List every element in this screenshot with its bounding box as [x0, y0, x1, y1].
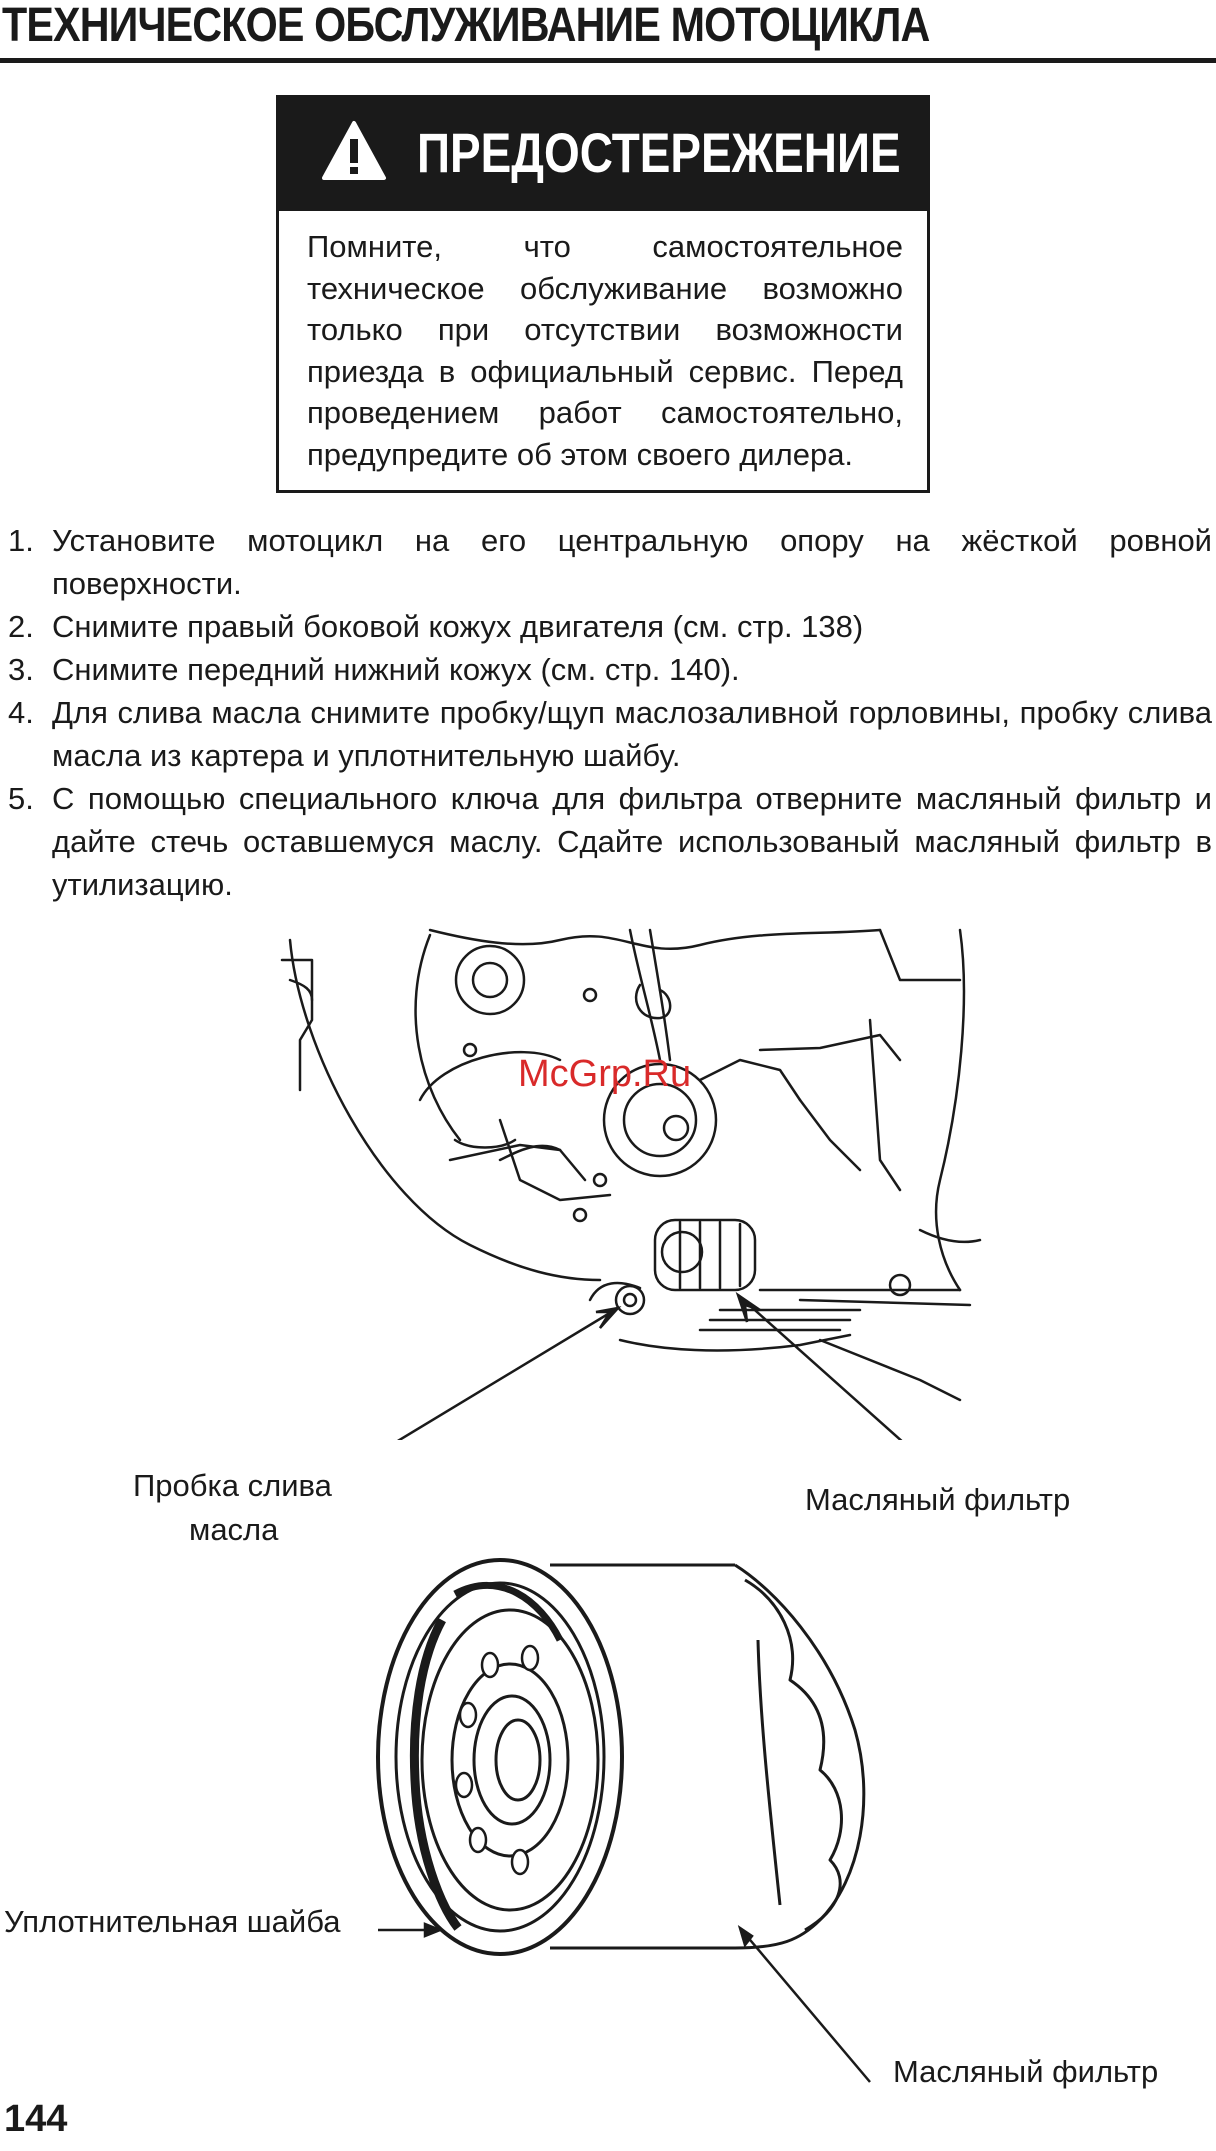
step-text: Снимите передний нижний кожух (см. стр. 140).	[52, 652, 740, 687]
step-number: 2.	[8, 609, 34, 644]
step-number: 5.	[8, 781, 34, 816]
step-number: 4.	[8, 695, 34, 730]
step-text: Для слива масла снимите пробку/щуп маслозаливной горловины, пробку слива масла из картера и уплотнительную шайбу.	[52, 695, 1212, 773]
warning-title: ПРЕДОСТЕРЕЖЕНИЕ	[417, 121, 901, 184]
watermark: McGrp.Ru	[518, 1053, 692, 1095]
page-header-title: ТЕХНИЧЕСКОЕ ОБСЛУЖИВАНИЕ МОТОЦИКЛА	[2, 0, 930, 52]
step-text: Снимите правый боковой кожух двигателя (см. стр. 138)	[52, 609, 864, 644]
step-text: С помощью специального ключа для фильтра отверните масляный фильтр и дайте стечь оставшемуся маслу. Сдайте использованый масляный фильтр в утилизацию.	[52, 781, 1212, 902]
callout-sealing-washer: Уплотнительная шайба	[4, 1904, 341, 1939]
step-text: Установите мотоцикл на его центральную опору на жёсткой ровной поверхности.	[52, 523, 1212, 601]
callout-drain-plug-line1: Пробка слива	[133, 1468, 332, 1503]
warning-text: Помните, что самостоятельное техническое обслуживание возможно только при отсутствии возможности приезда в официальный сервис. Перед проведением работ самостоятельно, предупредите об этом своего дилера.	[307, 229, 903, 472]
callout-oil-filter-top: Масляный фильтр	[805, 1482, 1071, 1517]
callout-oil-filter-bottom: Масляный фильтр	[893, 2054, 1159, 2089]
callout-drain-plug-line2: масла	[189, 1512, 279, 1547]
page-number: 144	[4, 2098, 68, 2140]
step-number: 3.	[8, 652, 34, 687]
step-number: 1.	[8, 523, 34, 558]
